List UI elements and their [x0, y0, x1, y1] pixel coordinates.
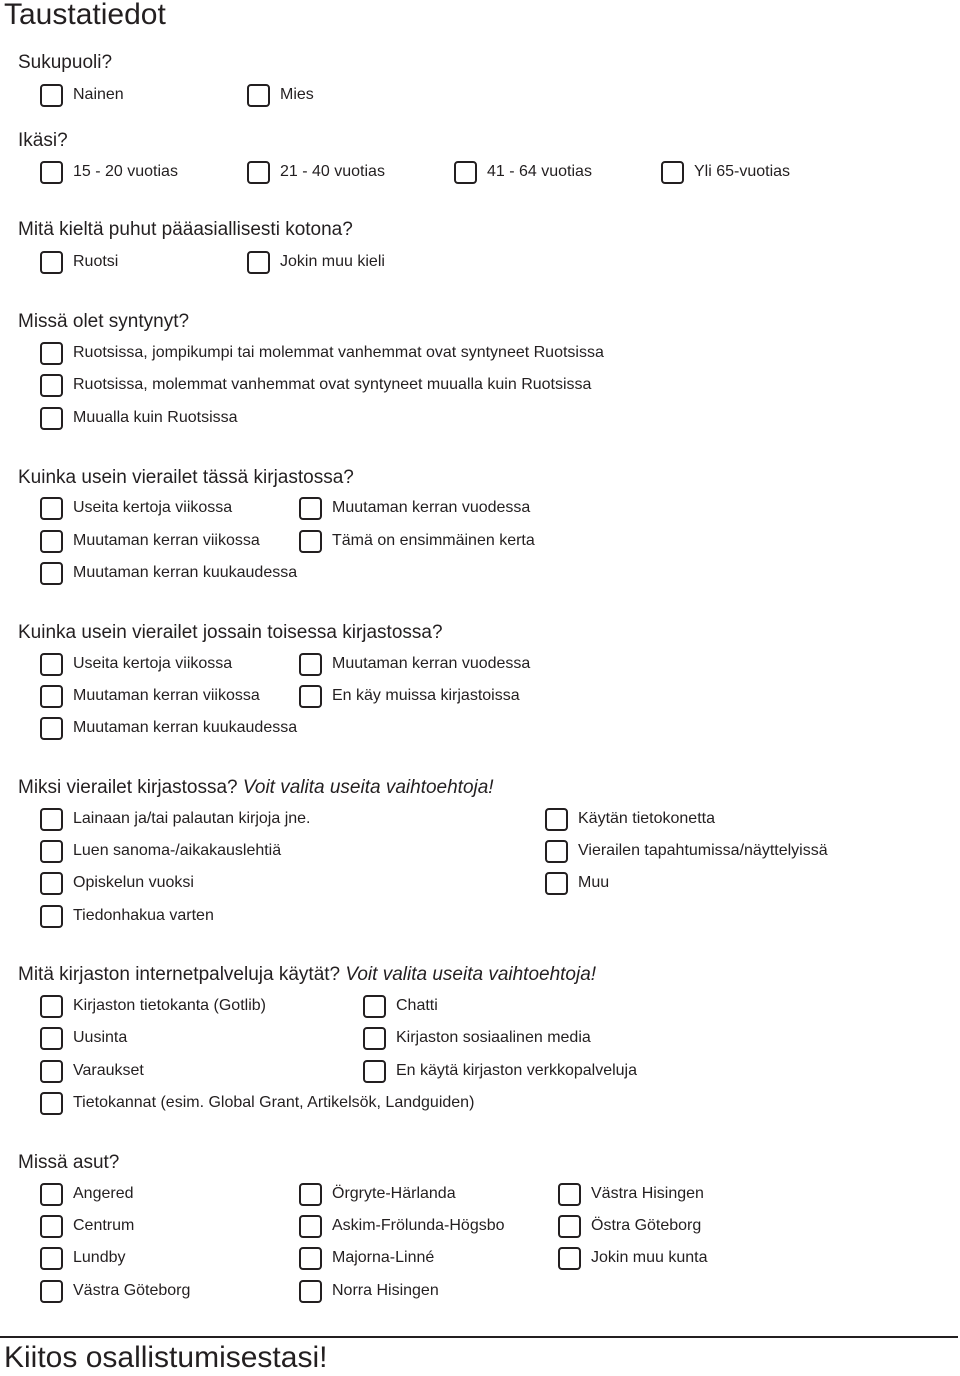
- option-checkbox-row[interactable]: [299, 651, 530, 677]
- option-label: Muutaman kerran viikossa: [73, 532, 260, 549]
- checkbox[interactable]: [545, 840, 568, 863]
- checkbox[interactable]: [299, 653, 322, 676]
- option-checkbox-row[interactable]: [299, 1181, 456, 1207]
- question-text: Miksi vierailet kirjastossa?: [18, 777, 238, 798]
- question-3: [18, 219, 353, 241]
- question-text: Sukupuoli?: [18, 52, 113, 73]
- checkbox[interactable]: [40, 562, 63, 585]
- option-checkbox-row[interactable]: [299, 1213, 505, 1239]
- option-label: Centrum: [73, 1217, 135, 1234]
- option-label: Lainaan ja/tai palautan kirjoja jne.: [73, 810, 311, 827]
- option-checkbox-row[interactable]: [40, 683, 260, 709]
- option-label: Angered: [73, 1185, 134, 1202]
- option-label: Nainen: [73, 86, 124, 103]
- option-checkbox-row[interactable]: [363, 1025, 591, 1051]
- option-label: Mies: [280, 86, 314, 103]
- checkbox[interactable]: [247, 161, 270, 184]
- option-label: Chatti: [396, 997, 438, 1014]
- question-6: [18, 622, 443, 644]
- question-9: [18, 1152, 119, 1174]
- option-label: 15 - 20 vuotias: [73, 163, 178, 180]
- checkbox[interactable]: [40, 1215, 63, 1238]
- option-checkbox-row[interactable]: [661, 159, 790, 185]
- option-label: Jokin muu kunta: [591, 1249, 708, 1266]
- option-label: Tietokannat (esim. Global Grant, Artikelsök, Landguiden): [73, 1094, 475, 1111]
- option-label: Östra Göteborg: [591, 1217, 702, 1234]
- option-checkbox-row[interactable]: [40, 1213, 134, 1239]
- option-label: 41 - 64 vuotias: [487, 163, 592, 180]
- checkbox[interactable]: [40, 1280, 63, 1303]
- question-8: [18, 964, 596, 986]
- checkbox[interactable]: [40, 840, 63, 863]
- checkbox[interactable]: [40, 251, 63, 274]
- option-label: En käytä kirjaston verkkopalveluja: [396, 1062, 638, 1079]
- option-label: Yli 65-vuotias: [694, 163, 791, 180]
- checkbox[interactable]: [40, 685, 63, 708]
- thank-you-text: Kiitos osallistumisestasi!: [4, 1341, 328, 1374]
- option-label: Jokin muu kieli: [280, 253, 385, 270]
- option-checkbox-row[interactable]: [545, 806, 715, 832]
- option-label: En käy muissa kirjastoissa: [332, 687, 520, 704]
- checkbox[interactable]: [363, 995, 386, 1018]
- question-text: Mitä kieltä puhut pääasiallisesti kotona?: [18, 219, 353, 240]
- option-label: Ruotsissa, molemmat vanhemmat ovat syntyneet muualla kuin Ruotsissa: [73, 376, 592, 393]
- checkbox[interactable]: [299, 1247, 322, 1270]
- option-checkbox-row[interactable]: [40, 903, 214, 929]
- option-checkbox-row[interactable]: [40, 651, 232, 677]
- checkbox[interactable]: [40, 905, 63, 928]
- option-checkbox-row[interactable]: [40, 806, 311, 832]
- checkbox[interactable]: [40, 1247, 63, 1270]
- checkbox[interactable]: [247, 251, 270, 274]
- option-label: Ruotsissa, jompikumpi tai molemmat vanhemmat ovat syntyneet Ruotsissa: [73, 344, 604, 361]
- option-checkbox-row[interactable]: [545, 870, 609, 896]
- option-checkbox-row[interactable]: [299, 1278, 439, 1304]
- option-checkbox-row[interactable]: [247, 159, 385, 185]
- option-checkbox-row[interactable]: [40, 372, 591, 398]
- option-label: 21 - 40 vuotias: [280, 163, 385, 180]
- option-checkbox-row[interactable]: [363, 1058, 637, 1084]
- checkbox[interactable]: [558, 1215, 581, 1238]
- checkbox[interactable]: [40, 84, 63, 107]
- option-checkbox-row[interactable]: [40, 1058, 144, 1084]
- question-text: Kuinka usein vierailet jossain toisessa kirjastossa?: [18, 622, 443, 643]
- option-checkbox-row[interactable]: [40, 82, 124, 108]
- option-label: Majorna-Linné: [332, 1249, 435, 1266]
- question-note: Voit valita useita vaihtoehtoja!: [345, 964, 597, 985]
- checkbox[interactable]: [40, 717, 63, 740]
- option-label: Vierailen tapahtumissa/näyttelyissä: [578, 842, 828, 859]
- option-checkbox-row[interactable]: [40, 1025, 127, 1051]
- question-text: Missä asut?: [18, 1152, 120, 1173]
- option-checkbox-row[interactable]: [363, 993, 438, 1019]
- option-checkbox-row[interactable]: [299, 1245, 434, 1271]
- option-label: Västra Göteborg: [73, 1282, 191, 1299]
- option-checkbox-row[interactable]: [40, 1278, 190, 1304]
- option-checkbox-row[interactable]: [40, 159, 178, 185]
- option-checkbox-row[interactable]: [40, 405, 238, 431]
- option-checkbox-row[interactable]: [247, 249, 385, 275]
- option-label: Varaukset: [73, 1062, 144, 1079]
- checkbox[interactable]: [545, 872, 568, 895]
- question-2: [18, 130, 68, 152]
- option-checkbox-row[interactable]: [558, 1245, 708, 1271]
- option-label: Muu: [578, 874, 610, 891]
- checkbox[interactable]: [40, 374, 63, 397]
- question-4: [18, 311, 189, 333]
- checkbox[interactable]: [558, 1247, 581, 1270]
- option-label: Askim-Frölunda-Högsbo: [332, 1217, 505, 1234]
- option-checkbox-row[interactable]: [40, 1245, 126, 1271]
- checkbox[interactable]: [299, 685, 322, 708]
- option-label: Tiedonhakua varten: [73, 907, 214, 924]
- checkbox[interactable]: [558, 1183, 581, 1206]
- option-label: Lundby: [73, 1249, 126, 1266]
- option-label: Muutaman kerran kuukaudessa: [73, 719, 298, 736]
- option-checkbox-row[interactable]: [40, 560, 297, 586]
- option-label: Muutaman kerran vuodessa: [332, 499, 531, 516]
- option-label: Muutaman kerran vuodessa: [332, 655, 531, 672]
- checkbox[interactable]: [454, 161, 477, 184]
- checkbox[interactable]: [363, 1027, 386, 1050]
- option-checkbox-row[interactable]: [40, 249, 118, 275]
- checkbox[interactable]: [661, 161, 684, 184]
- checkbox[interactable]: [40, 161, 63, 184]
- option-checkbox-row[interactable]: [40, 528, 260, 554]
- option-label: Kirjaston tietokanta (Gotlib): [73, 997, 266, 1014]
- option-label: Muualla kuin Ruotsissa: [73, 409, 238, 426]
- checkbox[interactable]: [247, 84, 270, 107]
- option-checkbox-row[interactable]: [299, 528, 535, 554]
- checkbox[interactable]: [40, 342, 63, 365]
- option-label: Useita kertoja viikossa: [73, 655, 233, 672]
- option-checkbox-row[interactable]: [40, 870, 194, 896]
- option-checkbox-row[interactable]: [454, 159, 592, 185]
- question-7: [18, 777, 494, 799]
- checkbox[interactable]: [40, 995, 63, 1018]
- checkbox[interactable]: [40, 653, 63, 676]
- option-label: Kirjaston sosiaalinen media: [396, 1029, 591, 1046]
- checkbox[interactable]: [40, 407, 63, 430]
- checkbox[interactable]: [40, 497, 63, 520]
- option-label: Muutaman kerran kuukaudessa: [73, 564, 298, 581]
- option-checkbox-row[interactable]: [299, 683, 520, 709]
- checkbox[interactable]: [40, 808, 63, 831]
- option-checkbox-row[interactable]: [40, 340, 604, 366]
- option-checkbox-row[interactable]: [40, 1090, 474, 1116]
- checkbox[interactable]: [299, 497, 322, 520]
- question-text: Mitä kirjaston internetpalveluja käytät?: [18, 964, 341, 985]
- divider: [0, 1336, 958, 1338]
- option-label: Örgryte-Härlanda: [332, 1185, 456, 1202]
- option-label: Uusinta: [73, 1029, 128, 1046]
- option-checkbox-row[interactable]: [40, 993, 266, 1019]
- checkbox[interactable]: [40, 872, 63, 895]
- question-text: Missä olet syntynyt?: [18, 311, 190, 332]
- option-checkbox-row[interactable]: [247, 82, 314, 108]
- checkbox[interactable]: [299, 530, 322, 553]
- option-checkbox-row[interactable]: [40, 838, 281, 864]
- question-text: Ikäsi?: [18, 130, 68, 151]
- option-checkbox-row[interactable]: [299, 495, 530, 521]
- option-label: Luen sanoma-/aikakauslehtiä: [73, 842, 282, 859]
- option-label: Käytän tietokonetta: [578, 810, 715, 827]
- option-checkbox-row[interactable]: [545, 838, 828, 864]
- checkbox[interactable]: [363, 1060, 386, 1083]
- option-label: Opiskelun vuoksi: [73, 874, 194, 891]
- checkbox[interactable]: [40, 1092, 63, 1115]
- checkbox[interactable]: [40, 530, 63, 553]
- checkbox[interactable]: [40, 1060, 63, 1083]
- option-label: Tämä on ensimmäinen kerta: [332, 532, 535, 549]
- question-text: Kuinka usein vierailet tässä kirjastossa?: [18, 467, 354, 488]
- option-checkbox-row[interactable]: [40, 1181, 134, 1207]
- option-checkbox-row[interactable]: [558, 1213, 701, 1239]
- question-5: [18, 467, 354, 489]
- option-label: Västra Hisingen: [591, 1185, 704, 1202]
- option-checkbox-row[interactable]: [558, 1181, 704, 1207]
- checkbox[interactable]: [545, 808, 568, 831]
- question-1: [18, 52, 112, 74]
- option-label: Norra Hisingen: [332, 1282, 439, 1299]
- question-note: Voit valita useita vaihtoehtoja!: [242, 777, 494, 798]
- option-checkbox-row[interactable]: [40, 715, 297, 741]
- option-label: Muutaman kerran viikossa: [73, 687, 260, 704]
- option-label: Useita kertoja viikossa: [73, 499, 233, 516]
- checkbox[interactable]: [299, 1183, 322, 1206]
- checkbox[interactable]: [40, 1183, 63, 1206]
- checkbox[interactable]: [40, 1027, 63, 1050]
- option-checkbox-row[interactable]: [40, 495, 232, 521]
- checkbox[interactable]: [299, 1215, 322, 1238]
- page-title: Taustatiedot: [4, 0, 166, 31]
- option-label: Ruotsi: [73, 253, 119, 270]
- checkbox[interactable]: [299, 1280, 322, 1303]
